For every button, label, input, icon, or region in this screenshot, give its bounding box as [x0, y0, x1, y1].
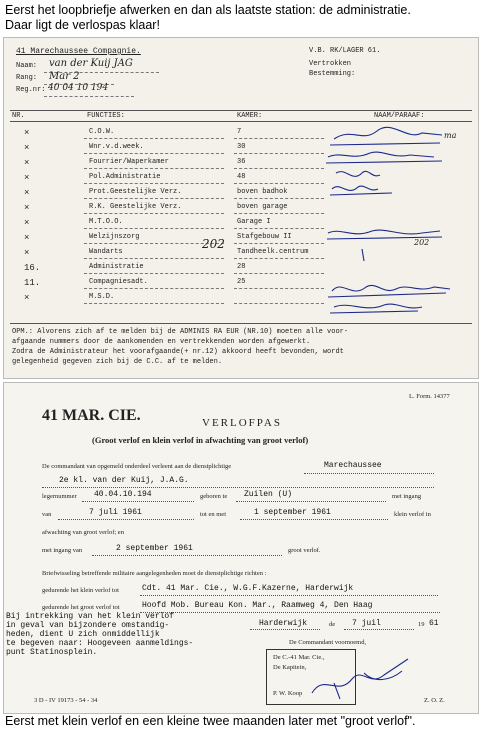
row-kamer: 7 — [237, 128, 242, 136]
commandant-text: De commandant van opgemeld onderdeel verleent aan de dienstplichtige — [42, 463, 232, 470]
typed-note-4: te begeven naar: Hoogeveen aanmeldings- — [6, 639, 194, 648]
row-functie: Prot.Geestelijke Verz. — [89, 188, 182, 196]
row-nr: 16. — [24, 263, 41, 273]
klein-verlof-address: Cdt. 41 Mar. Cie., W.G.F.Kazerne, Harderwijk — [142, 584, 354, 593]
opm-line-2: afgaande nummers door de aankomenden en vertrekkenden worden afgewerkt. — [12, 338, 311, 346]
row-nr: × — [24, 203, 30, 213]
groot-verlof-label: groot verlof. — [288, 547, 321, 554]
row-functie: R.K. Geestelijke Verz. — [89, 203, 182, 211]
row-kamer: Tandheelk.centrum — [237, 248, 309, 256]
geboren-label: geboren te — [200, 493, 228, 500]
dienstplichtige-name: 2e kl. van der Kuij, J.A.G. — [59, 476, 189, 485]
dienstplichtige-rank: Marechaussee — [324, 461, 382, 470]
row-functie: C.O.W. — [89, 128, 115, 136]
naam-value: van der Kuij JAG — [49, 58, 133, 69]
signatures-column — [322, 123, 472, 318]
row-kamer: boven badhok — [237, 188, 288, 196]
van-label: van — [42, 511, 52, 518]
header-naam: NAAM/PARAAF: — [374, 112, 425, 120]
met-ingang-van-label: met ingang van — [42, 547, 83, 554]
row-functie: Wandarts — [89, 248, 123, 256]
place-value: Harderwijk — [259, 619, 308, 628]
opm-line-3: Zodra de Administrateur het voorafgaande(+ nr.12) akkoord heeft bevonden, wordt — [12, 348, 344, 356]
row-functie: M.T.O.O. — [89, 218, 123, 226]
row-functie: Wnr.v.d.week. — [89, 143, 144, 151]
row-functie: Compagniesadt. — [89, 278, 148, 286]
commandant-signature — [304, 653, 414, 703]
row-nr: × — [24, 233, 30, 243]
caption-bottom: Eerst met klein verlof en een kleine twee maanden later met "groot verlof". — [5, 714, 416, 728]
met-ingang-label: met ingang — [392, 493, 422, 500]
verlofpas-unit: 41 MAR. CIE. — [42, 407, 141, 424]
regnr-value: 40 04 10 194 — [48, 83, 109, 93]
legernummer-label: legernummer — [42, 493, 77, 500]
loopbrief-document — [3, 37, 479, 379]
geboren-value: Zuilen (U) — [244, 490, 293, 499]
row-nr: × — [24, 218, 30, 228]
row-kamer: 30 — [237, 143, 246, 151]
row-kamer: Garage I — [237, 218, 271, 226]
l-form-label: L. Form. 14377 — [409, 393, 450, 400]
groot-verlof-address: Hoofd Mob. Bureau Kon. Mar., Raamweg 4, Den Haag — [142, 601, 373, 610]
caption-top-1: Eerst het loopbriefje afwerken en dan als laatste station: de administratie. — [5, 3, 411, 17]
groot-verlof-tot-label: gedurende het groot verlof tot — [42, 604, 120, 611]
sig-note-ma: ma — [444, 131, 457, 140]
groot-verlof-value: 2 september 1961 — [116, 544, 193, 553]
sig-note-202: 202 — [414, 238, 430, 247]
typed-note-5: punt Statinosplein. — [6, 648, 98, 657]
typed-note-2: in geval van bijzondere omstandig- — [6, 621, 170, 630]
row-functie: M.S.D. — [89, 293, 115, 301]
stamp-line-1: De C.-41 Mar. Cie., — [273, 654, 325, 661]
row-nr: × — [24, 128, 30, 138]
zoz-label: Z. O. Z. — [424, 697, 445, 704]
tot-value: 1 september 1961 — [254, 508, 331, 517]
typed-note-1: Bij intrekking van het klein verlof — [6, 612, 175, 621]
caption-top-2: Daar ligt de verlospas klaar! — [5, 18, 160, 32]
afwachting-label: afwachting van groot verlof; en — [42, 529, 124, 536]
row-nr: 11. — [24, 278, 41, 288]
row-nr: × — [24, 158, 30, 168]
stamp-line-2: De Kapitein, — [273, 664, 307, 671]
hand-note-202: 202 — [202, 237, 225, 251]
year-value: 61 — [429, 619, 439, 628]
bestemming-label: Bestemming: — [309, 70, 356, 78]
row-kamer: boven garage — [237, 203, 288, 211]
form-number: 3 D - IV 19173 - 54 - 34 — [34, 697, 98, 704]
header-functies: FUNCTIES: — [87, 112, 125, 120]
tot-label: tot en met — [200, 511, 226, 518]
verlofpas-title: VERLOFPAS — [202, 417, 282, 429]
row-functie: Fourrier/Waperkamer — [89, 158, 169, 166]
klein-verlof-tot-label: gedurende het klein verlof tot — [42, 587, 119, 594]
de-label: de — [329, 621, 336, 628]
legernummer-value: 40.04.10.194 — [94, 490, 152, 499]
row-nr: × — [24, 143, 30, 153]
commandant-voornoemd: De Commandant voornoemd, — [289, 639, 367, 646]
vertrokken-label: Vertrokken — [309, 60, 352, 68]
regnr-label: Reg.nr: — [16, 86, 46, 94]
row-nr: × — [24, 173, 30, 183]
row-kamer: Stafgebouw II — [237, 233, 292, 241]
row-nr: × — [24, 188, 30, 198]
header-nr: NR. — [12, 112, 25, 120]
unit-title: 41 Marechaussee Compagnie. — [16, 47, 141, 56]
row-functie: Welzijnszorg — [89, 233, 140, 241]
row-functie: Administratie — [89, 263, 144, 271]
naam-label: Naam: — [16, 62, 38, 70]
typed-note-3: heden, dient U zich onmiddellijk — [6, 630, 160, 639]
row-nr: × — [24, 293, 30, 303]
header-kamer: KAMER: — [237, 112, 263, 120]
rang-value: Mar 2 — [49, 71, 80, 82]
opm-line-4: gelegenheid gegeven zich bij de C.C. af te melden. — [12, 358, 223, 366]
row-kamer: 28 — [237, 263, 246, 271]
row-functie: Pol.Administratie — [89, 173, 161, 181]
verlofpas-document — [3, 382, 479, 714]
row-nr: × — [24, 248, 30, 258]
year-prefix: 19 — [418, 621, 425, 628]
row-kamer: 48 — [237, 173, 246, 181]
rang-label: Rang: — [16, 74, 38, 82]
van-value: 7 juli 1961 — [89, 508, 142, 517]
stamp-line-3: P. W. Koop — [273, 690, 303, 697]
date-value: 7 juil — [352, 619, 381, 628]
klein-verlof-label: klein verlof in — [394, 511, 431, 518]
row-kamer: 25 — [237, 278, 246, 286]
top-right-code: V.B. RK/LAGER 61. — [309, 47, 381, 55]
row-kamer: 36 — [237, 158, 246, 166]
verlofpas-subtitle: (Groot verlof en klein verlof in afwachting van groot verlof) — [92, 435, 309, 445]
briefwisseling-text: Briefwisseling betreffende militaire aangelegenheden moet de dienstplichtige richten : — [42, 570, 267, 577]
opm-line-1: OPM.: Alvorens zich af te melden bij de ADMINIS RA EUR (NR.10) moeten alle voor- — [12, 328, 349, 336]
